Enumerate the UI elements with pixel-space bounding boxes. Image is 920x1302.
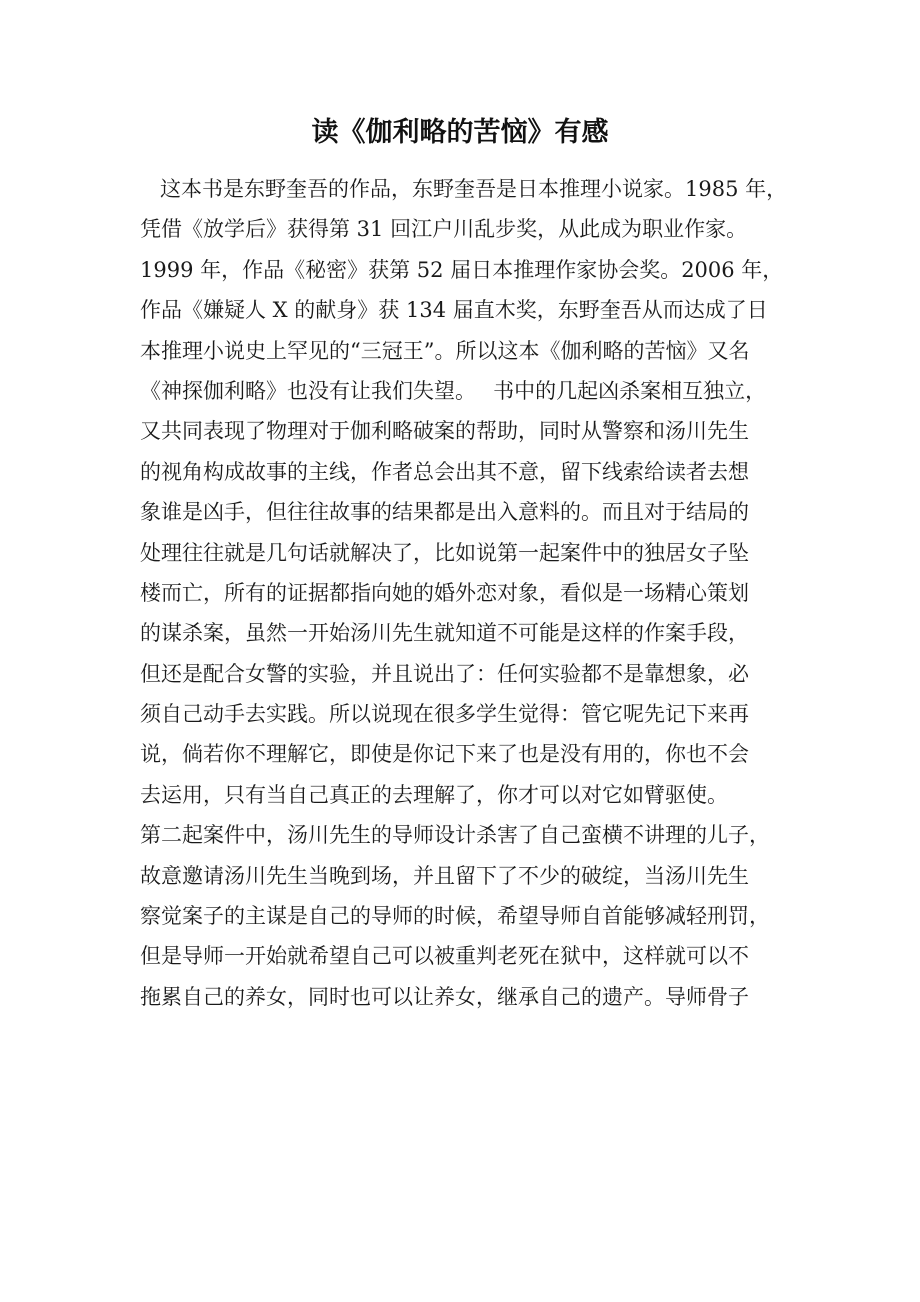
text-line: 处理往往就是几句话就解决了，比如说第一起案件中的独居女子坠 xyxy=(140,540,749,565)
text-line: 故意邀请汤川先生当晚到场，并且留下了不少的破绽，当汤川先生 xyxy=(140,863,749,888)
text-line: 凭借《放学后》获得第 31 回江户川乱步奖，从此成为职业作家。 xyxy=(140,217,748,242)
document-body xyxy=(140,169,788,1017)
text-line: 的视角构成故事的主线，作者总会出其不意，留下线索给读者去想 xyxy=(140,459,749,484)
text-line: 作品《嫌疑人 X 的献身》获 134 届直木奖，东野奎吾从而达成了日 xyxy=(140,298,768,323)
text-line: 去运用，只有当自己真正的去理解了，你才可以对它如臂驱使。 xyxy=(140,782,728,807)
text-line: 但是导师一开始就希望自己可以被重判老死在狱中，这样就可以不 xyxy=(140,944,749,969)
text-line: 又共同表现了物理对于伽利略破案的帮助，同时从警察和汤川先生 xyxy=(140,419,749,444)
document-title: 读《伽利略的苦恼》有感 xyxy=(311,117,609,148)
text-line: 楼而亡，所有的证据都指向她的婚外恋对象，看似是一场精心策划 xyxy=(140,580,749,605)
text-line: 1999 年，作品《秘密》获第 52 届日本推理作家协会奖。2006 年， xyxy=(140,257,784,282)
text-line: 这本书是东野奎吾的作品，东野奎吾是日本推理小说家。1985 年， xyxy=(160,177,788,201)
text-line: 第二起案件中，汤川先生的导师设计杀害了自己蛮横不讲理的儿子， xyxy=(140,823,770,848)
text-line: 拖累自己的养女，同时也可以让养女，继承自己的遗产。导师骨子 xyxy=(140,984,749,1009)
text-line: 察觉案子的主谋是自己的导师的时候，希望导师自首能够减轻刑罚， xyxy=(140,904,770,929)
text-line: 的谋杀案，虽然一开始汤川先生就知道不可能是这样的作案手段， xyxy=(140,621,749,646)
text-line: 须自己动手去实践。所以说现在很多学生觉得：管它呢先记下来再 xyxy=(140,702,749,727)
text-line: 说，倘若你不理解它，即使是你记下来了也是没有用的，你也不会 xyxy=(140,742,749,767)
text-line: 象谁是凶手，但往往故事的结果都是出入意料的。而且对于结局的 xyxy=(140,500,749,525)
text-line: 但还是配合女警的实验，并且说出了：任何实验都不是靠想象，必 xyxy=(140,661,749,686)
text-line: 《神探伽利略》也没有让我们失望。 书中的几起凶杀案相互独立， xyxy=(140,378,767,403)
text-line: 本推理小说史上罕见的“三冠王”。所以这本《伽利略的苦恼》又名 xyxy=(140,338,750,363)
